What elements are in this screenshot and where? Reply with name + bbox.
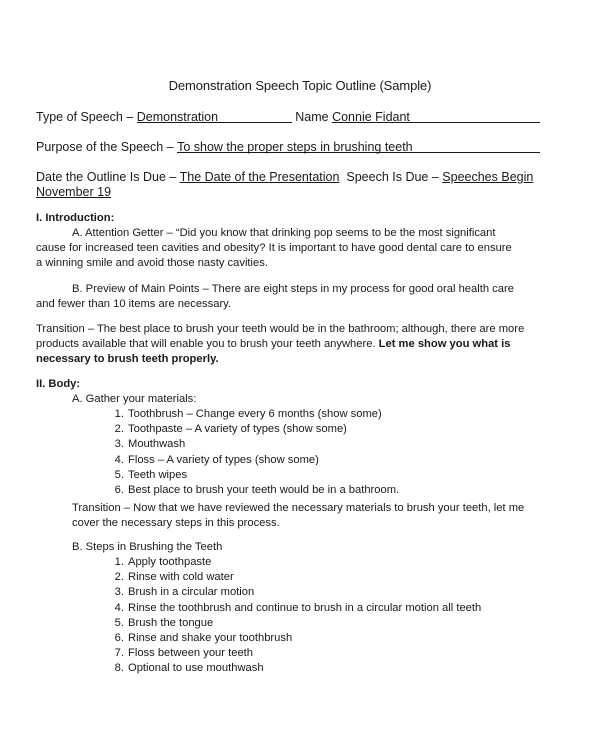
- date-due-value: The Date of the Presentation: [179, 170, 340, 184]
- intro-transition-line-1: Transition – The best place to brush your teeth would be in the bathroom; although, there are more: [36, 323, 525, 335]
- list-item: 1. Toothbrush – Change every 6 months (show some): [114, 408, 382, 420]
- list-item: 6. Best place to brush your teeth would be in a bathroom.: [114, 484, 400, 497]
- page-title: Demonstration Speech Topic Outline (Sample): [168, 78, 432, 93]
- type-of-speech-value: Demonstration: [136, 110, 219, 124]
- list-item: 5. Brush the tongue: [114, 616, 214, 629]
- list-item: 5. Teeth wipes: [114, 468, 188, 481]
- list-item: 2. Toothpaste – A variety of types (show some): [114, 423, 347, 436]
- materials-list: [108, 407, 399, 498]
- list-item: 8. Optional to use mouthwash: [114, 662, 264, 675]
- purpose-value: To show the proper steps in brushing teeth: [177, 140, 413, 154]
- intro-transition-line-2: [36, 337, 510, 352]
- steps-heading: B. Steps in Brushing the Teeth: [72, 541, 223, 553]
- preview-line-1: B. Preview of Main Points – There are eight steps in my process for good oral health care: [72, 283, 514, 295]
- purpose-line: [177, 140, 540, 153]
- body-transition-line-2: cover the necessary steps in this process.: [72, 517, 280, 529]
- intro-heading: I. Introduction:: [36, 212, 115, 224]
- speech-due-value-2: November 19: [36, 185, 112, 199]
- list-item: 2. Rinse with cold water: [114, 571, 234, 584]
- date-due-label: Date the Outline Is Due –: [36, 170, 180, 184]
- gather-materials-heading: A. Gather your materials:: [72, 393, 197, 405]
- name-line: [332, 110, 540, 123]
- name-label: Name: [295, 110, 333, 124]
- intro-transition-line-2b: Let me show you what is: [378, 338, 511, 350]
- speech-due-value-1: Speeches Begin: [442, 170, 534, 184]
- purpose-label: Purpose of the Speech –: [36, 140, 178, 154]
- body-heading: II. Body:: [36, 378, 81, 390]
- attention-getter-line-2: cause for increased teen cavities and obesity? It is important to have good dental care to ensure: [36, 242, 512, 254]
- name-value: Connie Fidant: [332, 110, 410, 124]
- list-item: 1. Apply toothpaste: [114, 556, 212, 568]
- type-of-speech-label: Type of Speech –: [36, 110, 137, 124]
- list-item: 6. Rinse and shake your toothbrush: [114, 632, 293, 645]
- purpose-field: [36, 140, 540, 154]
- attention-getter-line-3: a winning smile and avoid those nasty cavities.: [36, 257, 268, 269]
- list-item: 7. Floss between your teeth: [114, 647, 253, 660]
- list-item: 4. Floss – A variety of types (show some): [114, 453, 319, 466]
- body-transition-line-1: Transition – Now that we have reviewed the necessary materials to brush your teeth, let me: [72, 502, 525, 514]
- list-item: 3. Mouthwash: [114, 438, 186, 451]
- type-of-speech-field: [36, 110, 540, 124]
- preview-line-2: and fewer than 10 items are necessary.: [36, 298, 232, 310]
- list-item: 4. Rinse the toothbrush and continue to brush in a circular motion all teeth: [114, 601, 482, 614]
- date-due-field: [36, 170, 533, 184]
- speech-due-label: Speech Is Due –: [339, 170, 443, 184]
- list-item: 3. Brush in a circular motion: [114, 586, 255, 599]
- intro-transition-line-3: necessary to brush teeth properly.: [36, 353, 219, 365]
- type-of-speech-line: [137, 110, 292, 123]
- intro-transition-line-2a: products available that will enable you to brush your teeth anywhere.: [36, 338, 379, 350]
- attention-getter-line-1: A. Attention Getter – “Did you know that drinking pop seems to be the most significant: [72, 227, 496, 239]
- steps-list: [108, 555, 481, 677]
